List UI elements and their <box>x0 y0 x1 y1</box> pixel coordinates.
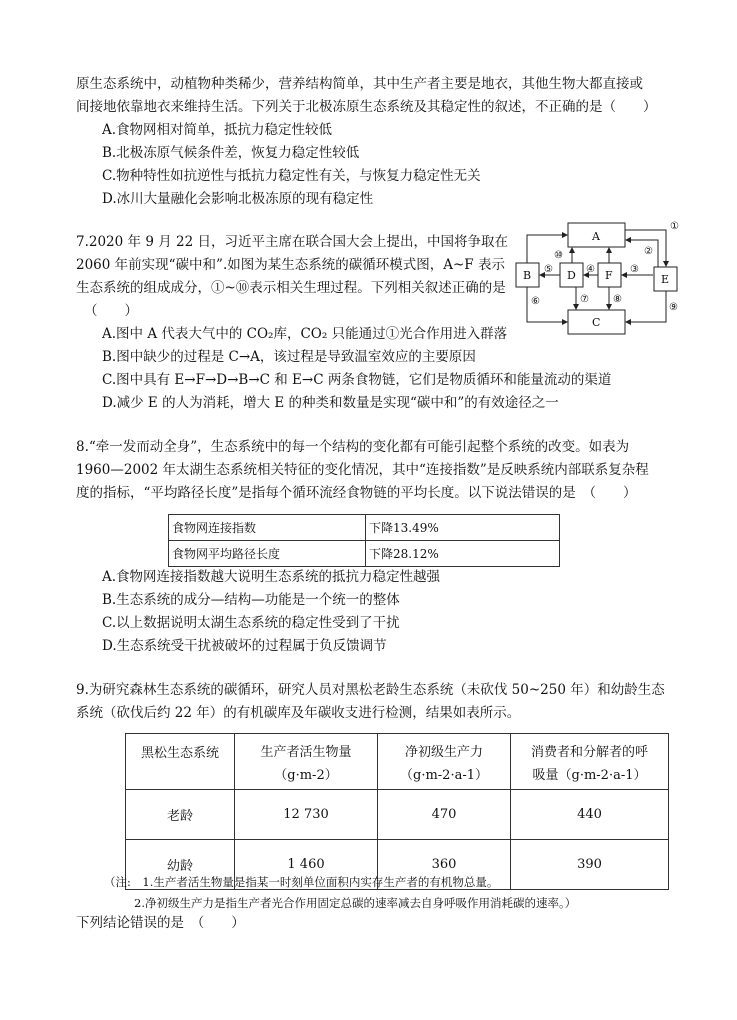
table-row <box>126 790 669 840</box>
q9-question: 下列结论错误的是 （ ） <box>76 915 245 931</box>
q7-option-c: C.图中具有 E→F→D→B→C 和 E→C 两条食物链，它们是物质循环和能量流动的渠道 <box>102 372 612 388</box>
q9-row1-npp: 470 <box>378 790 511 840</box>
q8-option-d: D.生态系统受干扰被破坏的过程属于负反馈调节 <box>102 638 387 654</box>
q9-row1-name: 老龄 <box>126 790 235 840</box>
q9-header-npp <box>378 734 511 790</box>
q9-header-npp-unit: （g·m-2·a-1） <box>400 767 488 783</box>
label-1: ① <box>670 221 679 232</box>
table-row <box>169 515 560 541</box>
label-3: ③ <box>630 264 639 275</box>
q9-header-biomass <box>235 734 378 790</box>
q9-header-biomass-title: 生产者活生物量 <box>260 744 352 760</box>
node-d-label: D <box>567 269 576 282</box>
q7-line-1: 7.2020 年 9 月 22 日，习近平主席在联合国大会上提出，中国将争取在 <box>76 234 508 250</box>
label-6: ⑥ <box>531 296 540 307</box>
node-b-label: B <box>523 269 532 282</box>
q9-header-biomass-unit: （g·m-2） <box>274 767 338 783</box>
q8-row1-name: 食物网连接指数 <box>169 515 366 541</box>
arrow-2 <box>626 240 658 267</box>
carbon-cycle-diagram <box>512 220 687 340</box>
q9-row2-name: 幼龄 <box>126 840 235 890</box>
q9-table <box>125 733 669 890</box>
label-2: ② <box>644 246 653 257</box>
q9-row2-biomass: 1 460 <box>235 840 378 890</box>
label-5: ⑤ <box>544 264 553 275</box>
q7-line-2: 2060 年前实现“碳中和”.如图为某生态系统的碳循环模式图，A~F 表示 <box>76 257 505 273</box>
q7-option-b: B.图中缺少的过程是 C→A，该过程是导致温室效应的主要原因 <box>102 349 476 365</box>
q9-header-system: 黑松生态系统 <box>126 734 235 790</box>
q7-line-3: 生态系统的组成成分，①~⑩表示相关生理过程。下列相关叙述正确的是 <box>76 280 506 296</box>
label-9: ⑨ <box>669 302 678 313</box>
q9-row2-npp: 360 <box>378 840 511 890</box>
q9-note-2: 2.净初级生产力是指生产者光合作用固定总碳的速率减去自身呼吸作用消耗碳的速率。） <box>134 896 577 910</box>
intro-option-b: B.北极冻原气候条件差，恢复力稳定性较低 <box>102 145 360 161</box>
arrow-9 <box>626 291 666 322</box>
q9-note-1: （注: 1.生产者活生物量是指某一时刻单位面积内实存生产者的有机物总量。 <box>104 875 499 889</box>
q8-line-1: 8.“牵一发而动全身”，生态系统中的每一个结构的变化都有可能引起整个系统的改变。如表为 <box>76 439 630 455</box>
q8-line-3: 度的指标，“平均路径长度”是指每个循环流经食物链的平均长度。以下说法错误的是 （ ） <box>76 485 637 501</box>
q9-line-2: 系统（砍伐后约 22 年）的有机碳库及年碳收支进行检测，结果如表所示。 <box>76 705 521 721</box>
node-e-label: E <box>661 273 670 286</box>
intro-line-2: 间接地依靠地衣来维持生活。下列关于北极冻原生态系统及其稳定性的叙述，不正确的是（ ） <box>76 99 657 115</box>
q9-row2-resp: 390 <box>511 840 669 890</box>
label-10: ⑩ <box>554 250 563 261</box>
q9-header-resp <box>511 734 669 790</box>
q8-option-c: C.以上数据说明太湖生态系统的稳定性受到了干扰 <box>102 615 400 631</box>
label-7: ⑦ <box>580 294 589 305</box>
label-4: ④ <box>586 264 595 275</box>
intro-option-c: C.物种特性如抗逆性与抵抗力稳定性有关，与恢复力稳定性无关 <box>102 168 481 184</box>
q9-row1-biomass: 12 730 <box>235 790 378 840</box>
q7-option-a: A.图中 A 代表大气中的 CO₂库，CO₂ 只能通过①光合作用进入群落 <box>102 326 508 342</box>
q7-line-4: （ ） <box>84 303 138 319</box>
q7-option-d: D.减少 E 的人为消耗，增大 E 的种类和数量是实现“碳中和”的有效途径之一 <box>102 395 559 411</box>
label-8: ⑧ <box>613 294 622 305</box>
q8-line-2: 1960—2002 年太湖生态系统相关特征的变化情况，其中“连接指数”是反映系统内部联系复杂程 <box>76 462 649 478</box>
table-header-row <box>126 734 669 790</box>
intro-option-a: A.食物网相对简单，抵抗力稳定性较低 <box>102 122 333 138</box>
node-f-label: F <box>605 269 613 282</box>
q9-row1-resp: 440 <box>511 790 669 840</box>
intro-option-d: D.冰川大量融化会影响北极冻原的现有稳定性 <box>102 191 374 207</box>
q8-row1-value: 下降13.49% <box>366 515 560 541</box>
intro-line-1: 原生态系统中，动植物种类稀少，营养结构简单，其中生产者主要是地衣，其他生物大都直接或 <box>76 76 643 92</box>
q9-header-resp-title: 消费者和分解者的呼 <box>530 744 648 760</box>
node-a-label: A <box>592 230 600 243</box>
q8-option-b: B.生态系统的成分—结构—功能是一个统一的整体 <box>102 592 400 608</box>
table-row <box>169 541 560 567</box>
node-c-label: C <box>592 316 601 329</box>
q9-header-resp-unit: 吸量（g·m-2·a-1） <box>532 767 647 783</box>
q8-table <box>168 514 560 567</box>
q9-header-npp-title: 净初级生产力 <box>404 744 483 760</box>
q8-row2-name: 食物网平均路径长度 <box>169 541 366 567</box>
q8-row2-value: 下降28.12% <box>366 541 560 567</box>
q8-option-a: A.食物网连接指数越大说明生态系统的抵抗力稳定性越强 <box>102 569 441 585</box>
q9-line-1: 9.为研究森林生态系统的碳循环，研究人员对黑松老龄生态系统（未砍伐 50~250 年）和幼龄生态 <box>76 682 665 698</box>
